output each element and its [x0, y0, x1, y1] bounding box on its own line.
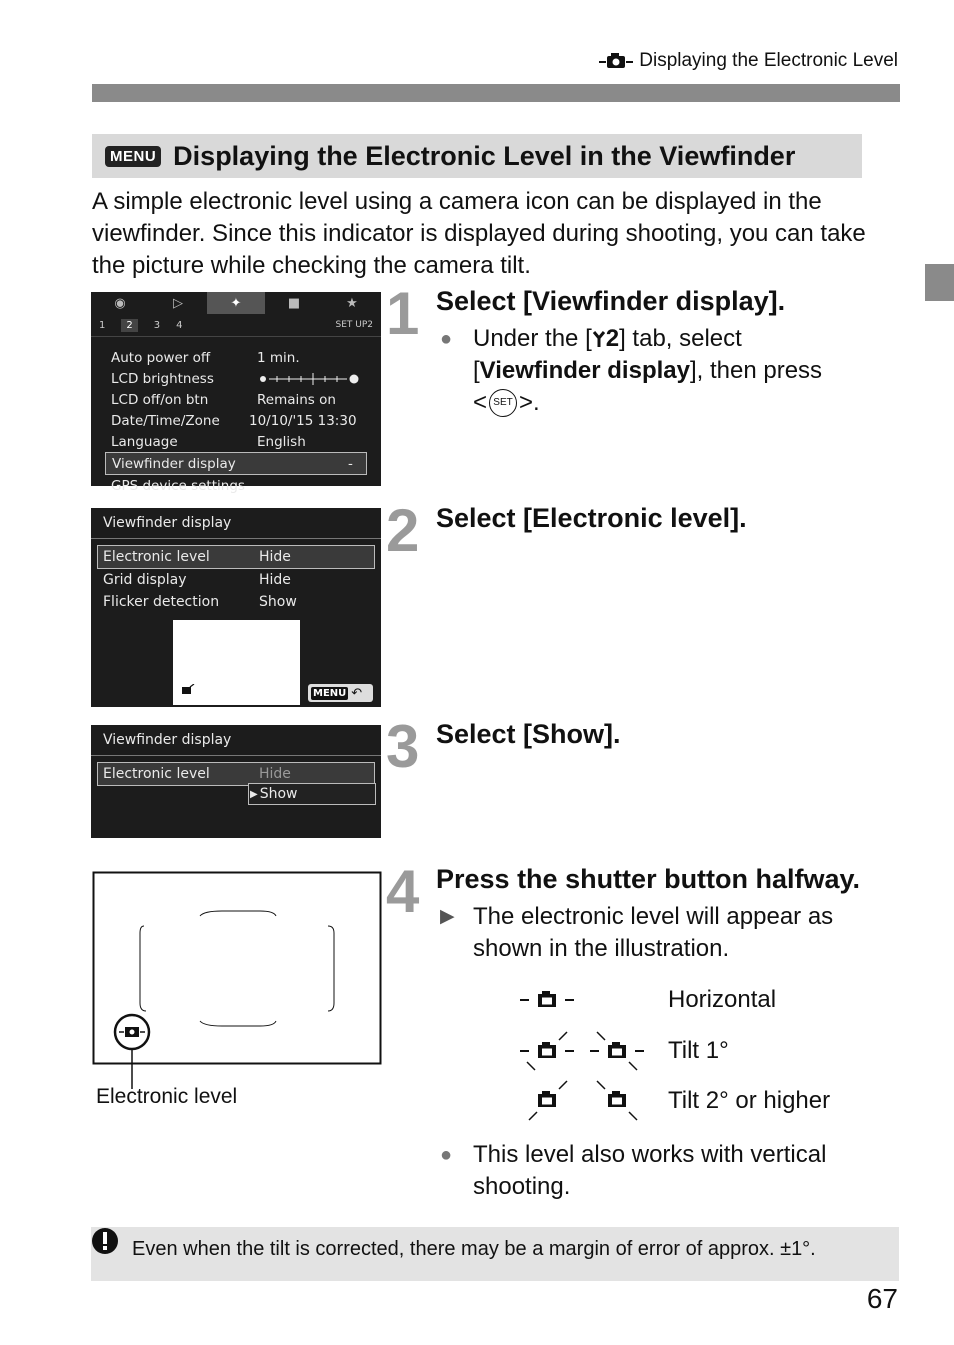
- triangle-bullet-icon: ▶: [440, 906, 455, 927]
- option-show-selected: ▶ Show: [248, 783, 376, 805]
- vf-row-electronic-level: Electronic level Hide: [97, 545, 375, 569]
- caution-text: Even when the tilt is corrected, there may be a margin of error of approx. ±1°.: [132, 1238, 816, 1260]
- menu-row-viewfinder-display: Viewfinder display -: [105, 452, 367, 475]
- running-header: [599, 50, 898, 72]
- intro-paragraph: A simple electronic level using a camera icon can be displayed in the viewfinder. Since this indicator is displayed during shooting, you can take the picture while checking the camera tilt.: [92, 188, 866, 279]
- return-arrow-icon: ↶: [351, 685, 363, 701]
- menu-row-auto-power-off: Auto power off 1 min.: [111, 349, 300, 366]
- menu-row-lcd-off-on: LCD off/on btn Remains on: [111, 391, 336, 408]
- tilt-label-horizontal: Horizontal: [668, 986, 777, 1013]
- bullet-dot: ●: [440, 1144, 453, 1166]
- menu-row-language: Language English: [111, 433, 306, 450]
- brightness-scale-icon: [257, 372, 361, 386]
- setup-tab-icon: [592, 330, 606, 348]
- custom-tab-icon: ■: [287, 295, 301, 311]
- section-title: Displaying the Electronic Level in the Viewfinder: [173, 140, 796, 171]
- tilt-icons: [515, 980, 655, 1125]
- viewfinder-preview: [173, 620, 300, 705]
- step-number-2: 2: [386, 497, 420, 564]
- menu-row-gps: GPS device settings: [111, 477, 245, 494]
- menu-row-date-time: Date/Time/Zone 10/10/'15 13:30: [111, 412, 357, 429]
- step-2-title: Select [Electronic level].: [436, 503, 747, 533]
- screen-electronic-level-option: [91, 725, 381, 838]
- screen-title: Viewfinder display: [91, 508, 381, 539]
- step-number-3: 3: [386, 713, 420, 780]
- caution-box: [91, 1227, 899, 1281]
- playback-tab-icon: ▷: [173, 295, 183, 311]
- step-4-result: ▶ The electronic level will appear as shown in the illustration.: [440, 901, 870, 965]
- subtab-4: 4: [176, 319, 183, 331]
- menu-back-button: MENU ↶: [308, 684, 373, 702]
- selection-marker-icon: ▶: [250, 788, 258, 800]
- section-heading: [92, 134, 862, 178]
- step-1-instruction: ● Under the [ 2] tab, select [Viewfinder display], then press < SET >.: [440, 323, 822, 419]
- vf-row-electronic-level: Electronic level Hide: [97, 762, 375, 786]
- page-number: 67: [866, 1283, 898, 1314]
- subtab-3: 3: [153, 319, 161, 331]
- level-indicator-icon: [181, 684, 195, 696]
- camera-level-icon: [599, 52, 633, 70]
- header-rule: [92, 84, 900, 102]
- step-1-title: Select [Viewfinder display].: [436, 286, 786, 316]
- screen-setup-menu: [91, 292, 381, 494]
- subtab-1: 1: [99, 319, 106, 331]
- step-number-4: 4: [386, 858, 420, 925]
- step-4-title: Press the shutter button halfway.: [436, 864, 861, 894]
- setup-tab-icon: ✦: [207, 292, 265, 314]
- menu-subtabs: [91, 314, 381, 337]
- figure-caption: Electronic level: [96, 1085, 238, 1108]
- header-title: Displaying the Electronic Level: [639, 50, 898, 71]
- subtab-2: 2: [121, 319, 137, 332]
- menu-row-lcd-brightness: LCD brightness: [91, 368, 381, 389]
- tilt-label-1: Tilt 1°: [668, 1037, 729, 1064]
- screen-title: Viewfinder display: [91, 725, 381, 756]
- setup-label: SET UP2: [335, 320, 373, 330]
- step-3-title: Select [Show].: [436, 719, 621, 749]
- chapter-tab: [925, 264, 954, 301]
- menu-badge: MENU: [105, 146, 161, 167]
- viewfinder-illustration: [92, 871, 384, 1096]
- screen-viewfinder-display: [91, 508, 381, 707]
- step-number-1: 1: [386, 280, 420, 347]
- step-4-note: ● This level also works with vertical shooting.: [440, 1139, 870, 1203]
- set-button-icon: SET: [489, 389, 517, 417]
- menu-tabs: [91, 292, 381, 314]
- option-hide: Hide: [259, 766, 291, 782]
- bullet-dot: ●: [440, 328, 453, 350]
- tilt-label-2: Tilt 2° or higher: [668, 1087, 831, 1114]
- camera-horizontal-icon: [538, 991, 556, 1007]
- mymenu-tab-icon: ★: [346, 295, 358, 311]
- caution-icon: [91, 1227, 119, 1255]
- vf-row-flicker-detection: Flicker detection Show: [103, 594, 297, 610]
- shooting-tab-icon: ◉: [114, 295, 126, 311]
- vf-row-grid-display: Grid display Hide: [103, 572, 291, 588]
